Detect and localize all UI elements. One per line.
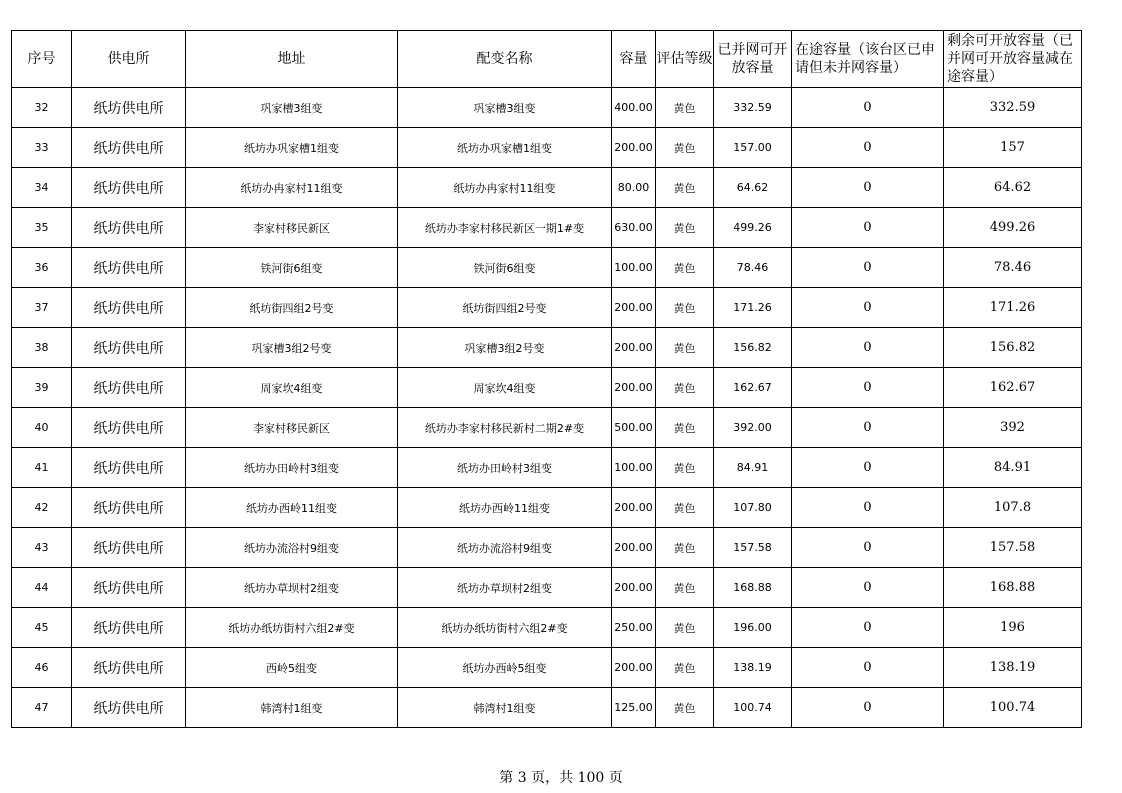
cell-unit: 纸坊供电所 <box>72 568 186 608</box>
cell-connected: 332.59 <box>714 88 792 128</box>
cell-in-progress: 0 <box>792 688 944 728</box>
cell-remaining: 196 <box>944 608 1082 648</box>
header-grade: 评估等级 <box>656 31 714 88</box>
cell-transformer: 韩湾村1组变 <box>398 688 612 728</box>
cell-seq: 40 <box>12 408 72 448</box>
header-remaining: 剩余可开放容量（已并网可开放容量减在途容量） <box>944 31 1082 88</box>
cell-capacity: 125.00 <box>612 688 656 728</box>
cell-seq: 38 <box>12 328 72 368</box>
cell-address: 纸坊办田岭村3组变 <box>186 448 398 488</box>
cell-transformer: 纸坊办冉家村11组变 <box>398 168 612 208</box>
cell-remaining: 392 <box>944 408 1082 448</box>
cell-connected: 156.82 <box>714 328 792 368</box>
header-address: 地址 <box>186 31 398 88</box>
cell-capacity: 100.00 <box>612 248 656 288</box>
table-row <box>12 448 1082 488</box>
cell-transformer: 纸坊办纸坊街村六组2#变 <box>398 608 612 648</box>
cell-grade: 黄色 <box>656 88 714 128</box>
cell-transformer: 铁河街6组变 <box>398 248 612 288</box>
header-unit: 供电所 <box>72 31 186 88</box>
cell-unit: 纸坊供电所 <box>72 248 186 288</box>
cell-seq: 46 <box>12 648 72 688</box>
cell-transformer: 纸坊办草坝村2组变 <box>398 568 612 608</box>
cell-capacity: 100.00 <box>612 448 656 488</box>
cell-capacity: 200.00 <box>612 128 656 168</box>
cell-grade: 黄色 <box>656 528 714 568</box>
cell-remaining: 332.59 <box>944 88 1082 128</box>
cell-address: 纸坊办冉家村11组变 <box>186 168 398 208</box>
cell-address: 纸坊办草坝村2组变 <box>186 568 398 608</box>
cell-seq: 45 <box>12 608 72 648</box>
cell-unit: 纸坊供电所 <box>72 168 186 208</box>
cell-capacity: 200.00 <box>612 368 656 408</box>
cell-unit: 纸坊供电所 <box>72 88 186 128</box>
cell-connected: 100.74 <box>714 688 792 728</box>
cell-grade: 黄色 <box>656 688 714 728</box>
cell-capacity: 200.00 <box>612 288 656 328</box>
cell-unit: 纸坊供电所 <box>72 288 186 328</box>
cell-in-progress: 0 <box>792 568 944 608</box>
table-header-row <box>12 31 1082 88</box>
header-capacity: 容量 <box>612 31 656 88</box>
cell-connected: 162.67 <box>714 368 792 408</box>
cell-connected: 168.88 <box>714 568 792 608</box>
cell-in-progress: 0 <box>792 208 944 248</box>
cell-connected: 138.19 <box>714 648 792 688</box>
cell-seq: 34 <box>12 168 72 208</box>
cell-address: 纸坊办纸坊街村六组2#变 <box>186 608 398 648</box>
cell-grade: 黄色 <box>656 128 714 168</box>
cell-remaining: 78.46 <box>944 248 1082 288</box>
cell-in-progress: 0 <box>792 248 944 288</box>
cell-capacity: 400.00 <box>612 88 656 128</box>
cell-unit: 纸坊供电所 <box>72 208 186 248</box>
cell-address: 纸坊办西岭11组变 <box>186 488 398 528</box>
cell-in-progress: 0 <box>792 128 944 168</box>
cell-grade: 黄色 <box>656 288 714 328</box>
table-row <box>12 168 1082 208</box>
table-row <box>12 368 1082 408</box>
table-row <box>12 488 1082 528</box>
cell-grade: 黄色 <box>656 168 714 208</box>
cell-transformer: 纸坊办李家村移民新村二期2#变 <box>398 408 612 448</box>
header-transformer: 配变名称 <box>398 31 612 88</box>
table-row <box>12 128 1082 168</box>
cell-seq: 33 <box>12 128 72 168</box>
cell-seq: 42 <box>12 488 72 528</box>
cell-capacity: 200.00 <box>612 648 656 688</box>
cell-in-progress: 0 <box>792 488 944 528</box>
cell-address: 韩湾村1组变 <box>186 688 398 728</box>
table-row <box>12 568 1082 608</box>
cell-address: 巩家槽3组2号变 <box>186 328 398 368</box>
cell-seq: 44 <box>12 568 72 608</box>
cell-grade: 黄色 <box>656 608 714 648</box>
cell-seq: 43 <box>12 528 72 568</box>
cell-remaining: 499.26 <box>944 208 1082 248</box>
cell-connected: 78.46 <box>714 248 792 288</box>
cell-connected: 157.58 <box>714 528 792 568</box>
cell-address: 纸坊街四组2号变 <box>186 288 398 328</box>
cell-capacity: 630.00 <box>612 208 656 248</box>
cell-transformer: 纸坊办流浴村9组变 <box>398 528 612 568</box>
cell-in-progress: 0 <box>792 88 944 128</box>
cell-unit: 纸坊供电所 <box>72 408 186 448</box>
cell-address: 李家村移民新区 <box>186 208 398 248</box>
cell-remaining: 171.26 <box>944 288 1082 328</box>
cell-remaining: 162.67 <box>944 368 1082 408</box>
cell-in-progress: 0 <box>792 288 944 328</box>
cell-connected: 392.00 <box>714 408 792 448</box>
cell-seq: 39 <box>12 368 72 408</box>
header-seq: 序号 <box>12 31 72 88</box>
cell-remaining: 168.88 <box>944 568 1082 608</box>
cell-grade: 黄色 <box>656 488 714 528</box>
table-row <box>12 208 1082 248</box>
cell-transformer: 纸坊办田岭村3组变 <box>398 448 612 488</box>
table-row <box>12 608 1082 648</box>
cell-address: 纸坊办巩家槽1组变 <box>186 128 398 168</box>
cell-capacity: 80.00 <box>612 168 656 208</box>
cell-capacity: 500.00 <box>612 408 656 448</box>
cell-capacity: 200.00 <box>612 568 656 608</box>
table-row <box>12 408 1082 448</box>
table-row <box>12 528 1082 568</box>
cell-grade: 黄色 <box>656 648 714 688</box>
cell-capacity: 200.00 <box>612 528 656 568</box>
cell-grade: 黄色 <box>656 208 714 248</box>
cell-address: 李家村移民新区 <box>186 408 398 448</box>
cell-transformer: 巩家槽3组变 <box>398 88 612 128</box>
header-connected: 已并网可开放容量 <box>714 31 792 88</box>
header-in-progress: 在途容量（该台区已申请但未并网容量） <box>792 31 944 88</box>
page-footer: 第 3 页，共 100 页 <box>499 770 623 786</box>
cell-address: 巩家槽3组变 <box>186 88 398 128</box>
cell-in-progress: 0 <box>792 648 944 688</box>
cell-connected: 64.62 <box>714 168 792 208</box>
cell-in-progress: 0 <box>792 528 944 568</box>
table-row <box>12 248 1082 288</box>
cell-grade: 黄色 <box>656 568 714 608</box>
cell-address: 铁河街6组变 <box>186 248 398 288</box>
cell-unit: 纸坊供电所 <box>72 648 186 688</box>
cell-remaining: 156.82 <box>944 328 1082 368</box>
capacity-table <box>11 30 1082 728</box>
cell-remaining: 107.8 <box>944 488 1082 528</box>
cell-transformer: 纸坊办西岭5组变 <box>398 648 612 688</box>
cell-grade: 黄色 <box>656 448 714 488</box>
cell-address: 西岭5组变 <box>186 648 398 688</box>
cell-in-progress: 0 <box>792 328 944 368</box>
cell-grade: 黄色 <box>656 408 714 448</box>
cell-grade: 黄色 <box>656 328 714 368</box>
cell-unit: 纸坊供电所 <box>72 688 186 728</box>
table-row <box>12 88 1082 128</box>
cell-remaining: 64.62 <box>944 168 1082 208</box>
table-row <box>12 688 1082 728</box>
cell-transformer: 纸坊办西岭11组变 <box>398 488 612 528</box>
table-body <box>12 88 1082 728</box>
cell-seq: 36 <box>12 248 72 288</box>
cell-unit: 纸坊供电所 <box>72 368 186 408</box>
cell-in-progress: 0 <box>792 368 944 408</box>
cell-capacity: 250.00 <box>612 608 656 648</box>
cell-unit: 纸坊供电所 <box>72 608 186 648</box>
cell-unit: 纸坊供电所 <box>72 128 186 168</box>
cell-remaining: 157 <box>944 128 1082 168</box>
cell-grade: 黄色 <box>656 368 714 408</box>
cell-connected: 84.91 <box>714 448 792 488</box>
cell-transformer: 纸坊办巩家槽1组变 <box>398 128 612 168</box>
cell-in-progress: 0 <box>792 608 944 648</box>
table-row <box>12 328 1082 368</box>
cell-connected: 107.80 <box>714 488 792 528</box>
cell-seq: 32 <box>12 88 72 128</box>
cell-connected: 196.00 <box>714 608 792 648</box>
table-row <box>12 648 1082 688</box>
cell-grade: 黄色 <box>656 248 714 288</box>
cell-seq: 41 <box>12 448 72 488</box>
cell-connected: 157.00 <box>714 128 792 168</box>
cell-unit: 纸坊供电所 <box>72 448 186 488</box>
cell-address: 周家坎4组变 <box>186 368 398 408</box>
cell-connected: 499.26 <box>714 208 792 248</box>
cell-unit: 纸坊供电所 <box>72 328 186 368</box>
cell-transformer: 纸坊街四组2号变 <box>398 288 612 328</box>
cell-remaining: 157.58 <box>944 528 1082 568</box>
cell-capacity: 200.00 <box>612 328 656 368</box>
cell-address: 纸坊办流浴村9组变 <box>186 528 398 568</box>
cell-seq: 37 <box>12 288 72 328</box>
cell-seq: 47 <box>12 688 72 728</box>
cell-connected: 171.26 <box>714 288 792 328</box>
cell-remaining: 100.74 <box>944 688 1082 728</box>
cell-transformer: 周家坎4组变 <box>398 368 612 408</box>
cell-remaining: 138.19 <box>944 648 1082 688</box>
cell-capacity: 200.00 <box>612 488 656 528</box>
cell-in-progress: 0 <box>792 168 944 208</box>
cell-transformer: 纸坊办李家村移民新区一期1#变 <box>398 208 612 248</box>
table-row <box>12 288 1082 328</box>
cell-seq: 35 <box>12 208 72 248</box>
cell-in-progress: 0 <box>792 448 944 488</box>
cell-in-progress: 0 <box>792 408 944 448</box>
cell-transformer: 巩家槽3组2号变 <box>398 328 612 368</box>
cell-unit: 纸坊供电所 <box>72 528 186 568</box>
cell-remaining: 84.91 <box>944 448 1082 488</box>
cell-unit: 纸坊供电所 <box>72 488 186 528</box>
